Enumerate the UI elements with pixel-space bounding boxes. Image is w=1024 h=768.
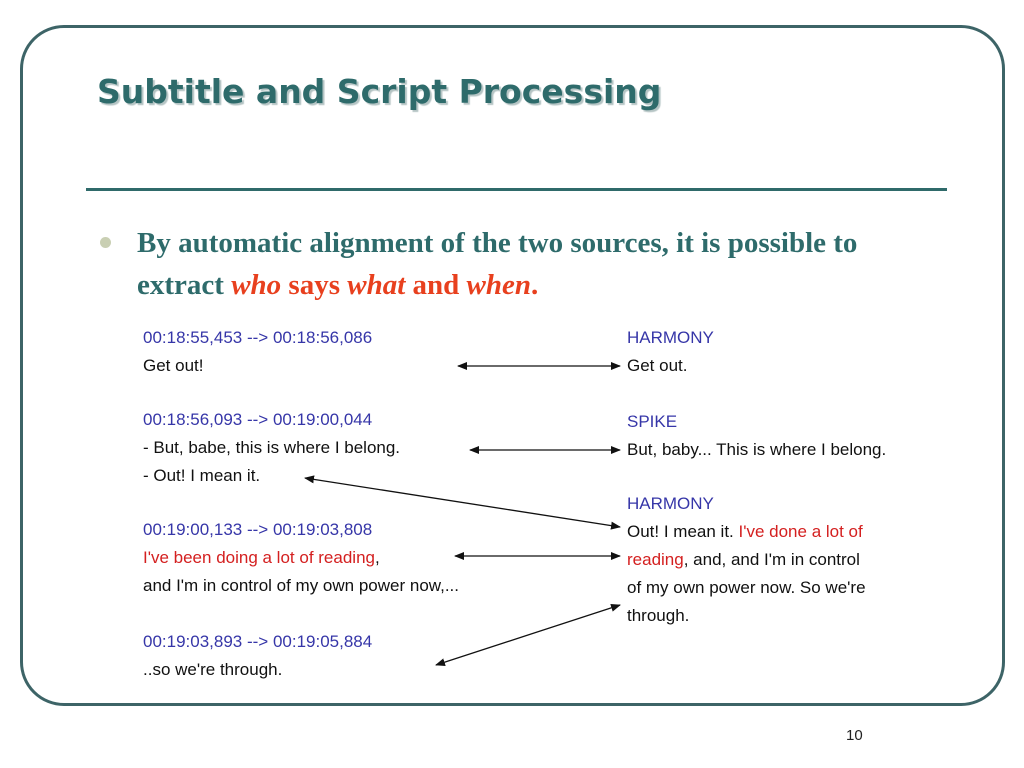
script-line: of my own power now. So we're: [627, 578, 866, 597]
bullet-period: .: [531, 269, 539, 301]
script-line: But, baby... This is where I belong.: [627, 440, 887, 459]
script-text: , and, and I'm in control: [683, 550, 860, 569]
subtitle-line: - But, babe, this is where I belong.: [143, 438, 401, 457]
bullet-who: who: [231, 269, 282, 301]
script-highlight: I've done a lot of: [738, 522, 863, 541]
subtitle-line: ..so we're through.: [143, 660, 283, 679]
bullet-text-part1: By automatic alignment of the two sources, it is possible to extract: [137, 227, 858, 301]
subtitle-timestamp: 00:19:03,893 --> 00:19:05,884: [143, 632, 373, 651]
script-line: through.: [627, 606, 690, 625]
subtitle-line: - Out! I mean it.: [143, 466, 261, 485]
bullet-when: when: [466, 269, 532, 301]
subtitle-line: Get out!: [143, 356, 204, 375]
arrow-through: [436, 605, 620, 665]
subtitle-timestamp: 00:18:56,093 --> 00:19:00,044: [143, 410, 373, 429]
script-speaker: HARMONY: [627, 494, 714, 513]
script-highlight: reading: [627, 550, 684, 569]
script-speaker: HARMONY: [627, 328, 714, 347]
subtitle-highlight: I've been doing a lot of reading: [143, 548, 375, 567]
subtitle-line-rest: ,: [374, 548, 380, 567]
subtitle-timestamp: 00:19:00,133 --> 00:19:03,808: [143, 520, 373, 539]
slide-title: Subtitle and Script Processing: [97, 72, 662, 111]
script-line: Get out.: [627, 356, 688, 375]
bullet-and: and: [405, 269, 467, 301]
arrow-out-mean-it: [305, 478, 620, 527]
subtitle-line: and I'm in control of my own power now,...: [143, 576, 460, 595]
script-text: Out! I mean it.: [627, 522, 739, 541]
bullet-what: what: [347, 269, 406, 301]
script-speaker: SPIKE: [627, 412, 678, 431]
subtitle-timestamp: 00:18:55,453 --> 00:18:56,086: [143, 328, 373, 347]
bullet-says: says: [281, 269, 348, 301]
page-number: 10: [846, 727, 863, 744]
